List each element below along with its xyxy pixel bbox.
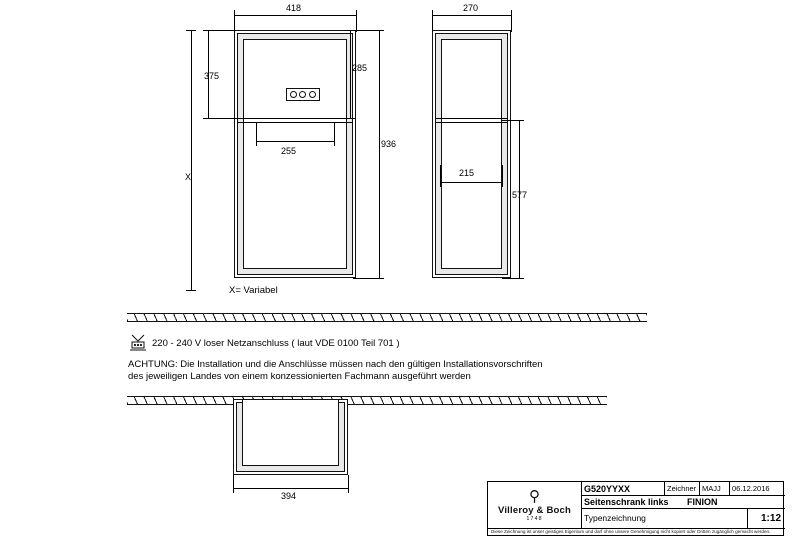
power-plug-icon — [128, 334, 148, 352]
top-view-inner — [242, 399, 339, 466]
dim-577-ext-top — [502, 120, 522, 121]
dim-936-line — [379, 30, 380, 278]
drawer-name: MAJJ — [702, 484, 721, 493]
dim-255-ext-right — [334, 122, 335, 146]
drawing-date: 06.12.2016 — [732, 484, 770, 493]
dim-375-text: 375 — [204, 71, 220, 81]
dim-270-line — [432, 15, 511, 16]
socket-hole-icon — [290, 91, 297, 98]
dim-270-text: 270 — [463, 3, 479, 13]
dim-418-ext-left — [234, 10, 235, 32]
brand-year: 1748 — [526, 515, 543, 522]
dim-270-ext-right — [511, 10, 512, 32]
dim-285-line — [350, 30, 351, 118]
dim-255-ext-left — [256, 122, 257, 146]
side-view-inner-opening — [441, 39, 502, 269]
drawer-label: Zeichner — [667, 484, 697, 493]
brand-logo — [488, 482, 581, 528]
dim-x-line — [191, 30, 192, 290]
floor-hatch-lower — [127, 396, 607, 405]
title-block — [487, 481, 784, 536]
dim-418-line — [234, 15, 356, 16]
dim-x-text: X — [185, 172, 192, 182]
power-socket-detail — [286, 88, 320, 101]
warning-note-line2: des jeweiligen Landes von einem konzessionierten Fachmann ausgeführt werden — [128, 371, 471, 382]
dim-577-text: 577 — [512, 190, 528, 200]
dim-x-tick-top — [186, 30, 196, 31]
dim-418-text: 418 — [286, 3, 302, 13]
socket-hole-icon — [299, 91, 306, 98]
dim-375-ext-bottom — [208, 118, 238, 119]
drawing-type: Typenzeichnung — [584, 513, 646, 523]
article-number: G520YYXX — [584, 483, 631, 494]
dim-255-text: 255 — [281, 146, 297, 156]
dim-418-ext-right — [356, 10, 357, 32]
floor-hatch-upper — [127, 313, 647, 322]
dim-270-ext-left — [432, 10, 433, 32]
dim-215-ext-left — [440, 165, 441, 187]
brand-mark-icon: ⚲ — [529, 487, 540, 505]
collection-name: FINION — [687, 496, 718, 507]
dim-936-text: 936 — [381, 139, 397, 149]
brand-name: Villeroy & Boch — [497, 504, 572, 516]
dim-936-ext-bottom — [353, 278, 381, 279]
dim-215-ext-right — [502, 165, 503, 187]
scale-value: 1:12 — [760, 512, 781, 524]
dim-215-text: 215 — [459, 168, 475, 178]
dim-215-line — [440, 182, 502, 183]
dim-394-line — [233, 488, 348, 489]
dim-375-ext-top — [208, 30, 236, 31]
dim-394-ext-right — [348, 475, 349, 493]
dim-285-tick-bottom — [345, 118, 355, 119]
dim-285-text: 285 — [352, 63, 368, 73]
dim-394-ext-left — [233, 475, 234, 493]
product-name: Seitenschrank links — [584, 496, 669, 507]
side-view-shelf-line-2 — [435, 122, 508, 123]
dim-255-line — [256, 141, 334, 142]
power-note-text: 220 - 240 V loser Netzanschluss ( laut VDE 0100 Teil 701 ) — [152, 338, 400, 349]
warning-note-line1: ACHTUNG: Die Installation und die Anschlüsse müssen nach den gültigen Installationsvorschriften — [128, 359, 543, 370]
front-view-shelf-line-2 — [237, 122, 353, 123]
socket-hole-icon — [309, 91, 316, 98]
legal-notice: Diese Zeichnung ist unser geistiges Eigentum und darf ohne unsere Genehmigung nicht kopiert oder Dritten zugänglich gemacht werden. — [491, 529, 771, 534]
front-view-shelf-line — [237, 118, 353, 119]
dim-394-text: 394 — [281, 491, 297, 501]
variable-note: X= Variabel — [229, 285, 278, 296]
side-view-shelf-line — [435, 118, 508, 119]
dim-x-tick-bottom — [186, 290, 196, 291]
dim-936-ext-top — [353, 30, 381, 31]
dim-577-ext-bottom — [502, 278, 522, 279]
